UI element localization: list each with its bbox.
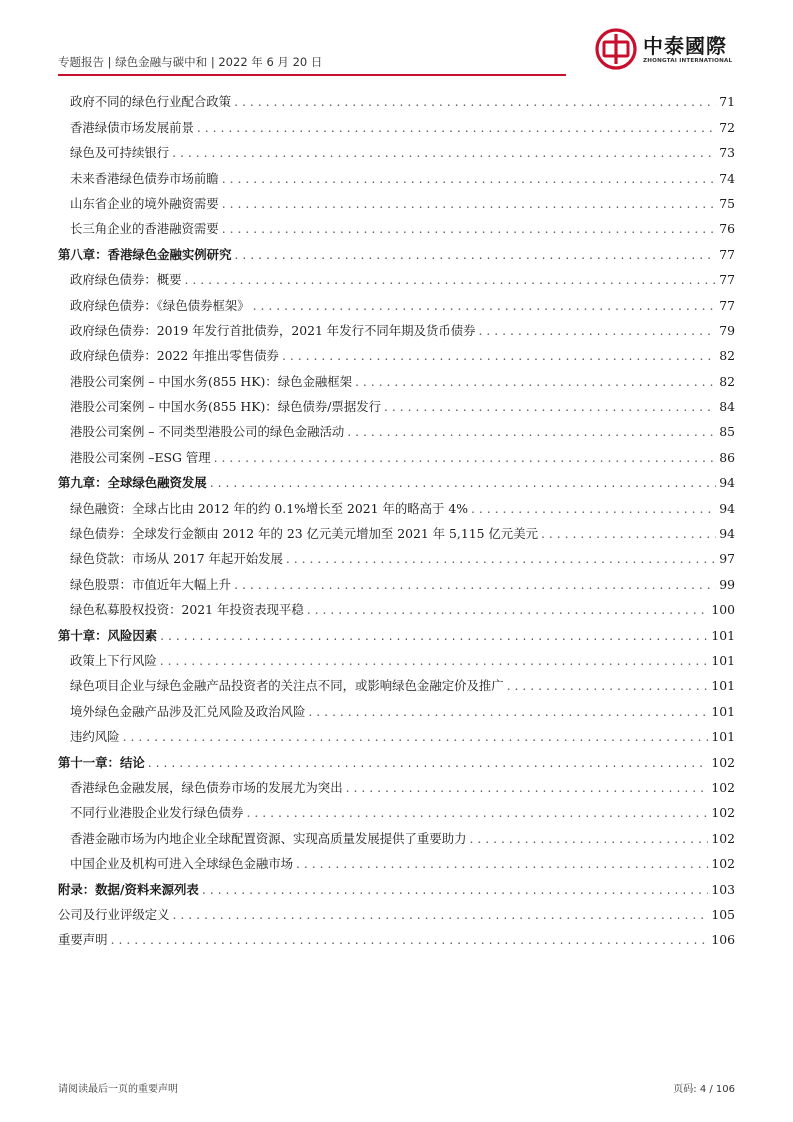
toc-entry-title: 境外绿色金融产品涉及汇兑风险及政治风险	[70, 703, 306, 719]
toc-dot-leader	[282, 348, 716, 364]
toc-entry-page: 77	[719, 297, 735, 313]
toc-chapter-entry[interactable]	[58, 466, 735, 491]
toc-entry[interactable]	[58, 898, 735, 923]
zhongtai-logo-icon	[595, 28, 637, 70]
toc-entry-page: 101	[711, 627, 735, 643]
toc-entry-title: 绿色贷款：市场从 2017 年起开始发展	[70, 551, 283, 567]
toc-entry[interactable]	[58, 669, 735, 694]
toc-entry-page: 71	[719, 94, 735, 110]
toc-entry-title: 绿色债券：全球发行金额由 2012 年的 23 亿元美元增加至 2021 年 5,115 亿元美元	[70, 526, 538, 542]
toc-entry-title: 港股公司案例 – 中国水务(855 HK)：绿色债券/票据发行	[70, 399, 381, 415]
toc-entry[interactable]	[58, 542, 735, 567]
toc-entry-title: 第十一章：结论	[58, 754, 145, 770]
toc-dot-leader	[253, 298, 717, 314]
toc-entry[interactable]	[58, 415, 735, 440]
toc-entry-page: 94	[719, 475, 735, 491]
toc-entry[interactable]	[58, 263, 735, 288]
toc-entry-page: 94	[719, 500, 735, 516]
toc-entry[interactable]	[58, 314, 735, 339]
toc-entry-page: 102	[711, 856, 735, 872]
toc-entry[interactable]	[58, 694, 735, 719]
toc-dot-leader	[185, 272, 717, 288]
logo-english-name: ZHONGTAI INTERNATIONAL	[643, 58, 733, 64]
table-of-contents	[58, 85, 735, 948]
toc-entry[interactable]	[58, 187, 735, 212]
toc-entry[interactable]	[58, 212, 735, 237]
toc-entry-page: 84	[719, 399, 735, 415]
toc-entry-page: 72	[719, 119, 735, 135]
toc-entry[interactable]	[58, 85, 735, 110]
toc-entry-title: 违约风险	[70, 729, 120, 745]
footer-disclaimer-note: 请阅读最后一页的重要声明	[58, 1084, 178, 1095]
toc-entry[interactable]	[58, 720, 735, 745]
toc-entry-title: 中国企业及机构可进入全球绿色金融市场	[70, 856, 294, 872]
toc-entry-page: 102	[711, 805, 735, 821]
toc-entry-title: 不同行业港股企业发行绿色债券	[70, 805, 244, 821]
toc-entry-title: 山东省企业的境外融资需要	[70, 195, 219, 211]
toc-entry-page: 101	[711, 703, 735, 719]
toc-entry-page: 106	[711, 932, 735, 948]
toc-entry-page: 86	[719, 449, 735, 465]
toc-dot-leader	[347, 424, 716, 440]
toc-entry[interactable]	[58, 161, 735, 186]
toc-entry-page: 74	[719, 170, 735, 186]
toc-dot-leader	[123, 729, 709, 745]
toc-chapter-entry[interactable]	[58, 745, 735, 770]
toc-entry[interactable]	[58, 440, 735, 465]
toc-entry-page: 94	[719, 526, 735, 542]
toc-entry-page: 101	[711, 652, 735, 668]
toc-entry-page: 102	[711, 830, 735, 846]
toc-dot-leader	[471, 501, 716, 517]
toc-entry-page: 77	[719, 272, 735, 288]
toc-entry[interactable]	[58, 491, 735, 516]
toc-dot-leader	[160, 628, 708, 644]
toc-dot-leader	[507, 678, 709, 694]
toc-entry-title: 未来香港绿色债券市场前瞻	[70, 170, 219, 186]
toc-dot-leader	[222, 221, 717, 237]
toc-entry-title: 绿色项目企业与绿色金融产品投资者的关注点不同，或影响绿色金融定价及推广	[70, 678, 504, 694]
toc-entry[interactable]	[58, 923, 735, 948]
toc-dot-leader	[197, 120, 716, 136]
toc-dot-leader	[479, 323, 717, 339]
toc-entry-title: 第九章：全球绿色融资发展	[58, 475, 207, 491]
toc-entry-title: 绿色及可持续银行	[70, 145, 170, 161]
toc-entry-page: 101	[711, 729, 735, 745]
toc-entry-page: 105	[711, 906, 735, 922]
toc-entry-title: 绿色私募股权投资：2021 年投资表现平稳	[70, 602, 304, 618]
toc-dot-leader	[148, 755, 709, 771]
toc-entry[interactable]	[58, 110, 735, 135]
toc-entry-title: 政策上下行风险	[70, 652, 157, 668]
toc-entry-title: 第八章：香港绿色金融实例研究	[58, 246, 232, 262]
toc-entry-page: 102	[711, 779, 735, 795]
toc-dot-leader	[296, 856, 708, 872]
toc-entry-page: 85	[719, 424, 735, 440]
toc-entry[interactable]	[58, 364, 735, 389]
toc-dot-leader	[222, 196, 717, 212]
toc-entry-title: 港股公司案例 – 中国水务(855 HK)：绿色金融框架	[70, 373, 353, 389]
toc-entry-title: 香港绿债市场发展前景	[70, 119, 194, 135]
toc-dot-leader	[346, 780, 709, 796]
toc-entry[interactable]	[58, 567, 735, 592]
toc-entry-page: 101	[711, 678, 735, 694]
logo-chinese-name: 中泰國際	[643, 34, 727, 58]
toc-entry-title: 政府不同的绿色行业配合政策	[70, 94, 232, 110]
toc-entry-page: 100	[711, 602, 735, 618]
toc-entry[interactable]	[58, 821, 735, 846]
toc-entry-title: 政府绿色债券：概要	[70, 272, 182, 288]
toc-entry[interactable]	[58, 771, 735, 796]
toc-entry-title: 政府绿色债券：2022 年推出零售债券	[70, 348, 279, 364]
toc-chapter-entry[interactable]	[58, 872, 735, 897]
toc-dot-leader	[234, 247, 716, 263]
toc-dot-leader	[286, 551, 716, 567]
toc-entry-page: 97	[719, 551, 735, 567]
toc-chapter-entry[interactable]	[58, 237, 735, 262]
header-title: 专题报告 | 绿色金融与碳中和 | 2022 年 6 月 20 日	[58, 55, 323, 69]
toc-dot-leader	[214, 450, 717, 466]
toc-entry-page: 103	[711, 881, 735, 897]
toc-entry-title: 香港金融市场为内地企业全球配置资源、实现高质量发展提供了重要助力	[70, 830, 467, 846]
toc-entry-title: 政府绿色债券：《绿色债券框架》	[70, 297, 250, 313]
toc-dot-leader	[308, 704, 708, 720]
toc-dot-leader	[541, 526, 716, 542]
toc-entry[interactable]	[58, 390, 735, 415]
toc-entry-title: 绿色融资：全球占比由 2012 年的约 0.1%增长至 2021 年的略高于 4%	[70, 500, 469, 516]
toc-entry-title: 绿色股票：市值近年大幅上升	[70, 576, 232, 592]
zhongtai-logo	[595, 28, 735, 72]
toc-entry[interactable]	[58, 796, 735, 821]
toc-dot-leader	[172, 145, 716, 161]
toc-entry[interactable]	[58, 136, 735, 161]
toc-entry-title: 政府绿色债券：2019 年发行首批债券，2021 年发行不同年期及货币债券	[70, 322, 476, 338]
toc-entry-page: 102	[711, 754, 735, 770]
toc-entry[interactable]	[58, 847, 735, 872]
page-number: 页码: 4 / 106	[673, 1084, 735, 1095]
toc-entry-title: 重要声明	[58, 932, 108, 948]
toc-dot-leader	[111, 932, 709, 948]
page-header	[58, 0, 735, 78]
toc-entry-title: 长三角企业的香港融资需要	[70, 221, 219, 237]
toc-entry[interactable]	[58, 288, 735, 313]
toc-dot-leader	[173, 907, 709, 923]
toc-entry[interactable]	[58, 339, 735, 364]
toc-dot-leader	[234, 577, 716, 593]
toc-entry-title: 港股公司案例 – 不同类型港股公司的绿色金融活动	[70, 424, 345, 440]
toc-entry-title: 附录：数据/资料来源列表	[58, 881, 199, 897]
toc-entry-title: 香港绿色金融发展，绿色债券市场的发展尤为突出	[70, 779, 343, 795]
toc-entry-page: 99	[719, 576, 735, 592]
toc-dot-leader	[470, 831, 709, 847]
toc-entry-title: 第十章：风险因素	[58, 627, 158, 643]
toc-dot-leader	[202, 882, 709, 898]
toc-entry-page: 82	[719, 348, 735, 364]
toc-entry-title: 港股公司案例 –ESG 管理	[70, 449, 211, 465]
toc-dot-leader	[160, 653, 709, 669]
toc-entry-page: 79	[719, 322, 735, 338]
toc-entry-page: 75	[719, 195, 735, 211]
toc-entry-page: 82	[719, 373, 735, 389]
toc-entry[interactable]	[58, 517, 735, 542]
toc-chapter-entry[interactable]	[58, 618, 735, 643]
toc-dot-leader	[384, 399, 716, 415]
toc-entry-title: 公司及行业评级定义	[58, 906, 170, 922]
toc-entry-page: 77	[719, 246, 735, 262]
header-rule	[58, 74, 566, 76]
toc-dot-leader	[234, 94, 716, 110]
toc-entry[interactable]	[58, 593, 735, 618]
toc-dot-leader	[246, 805, 708, 821]
toc-dot-leader	[222, 171, 717, 187]
toc-entry-page: 76	[719, 221, 735, 237]
toc-dot-leader	[307, 602, 709, 618]
toc-dot-leader	[210, 475, 717, 491]
toc-entry-page: 73	[719, 145, 735, 161]
toc-entry[interactable]	[58, 644, 735, 669]
toc-dot-leader	[355, 374, 716, 390]
